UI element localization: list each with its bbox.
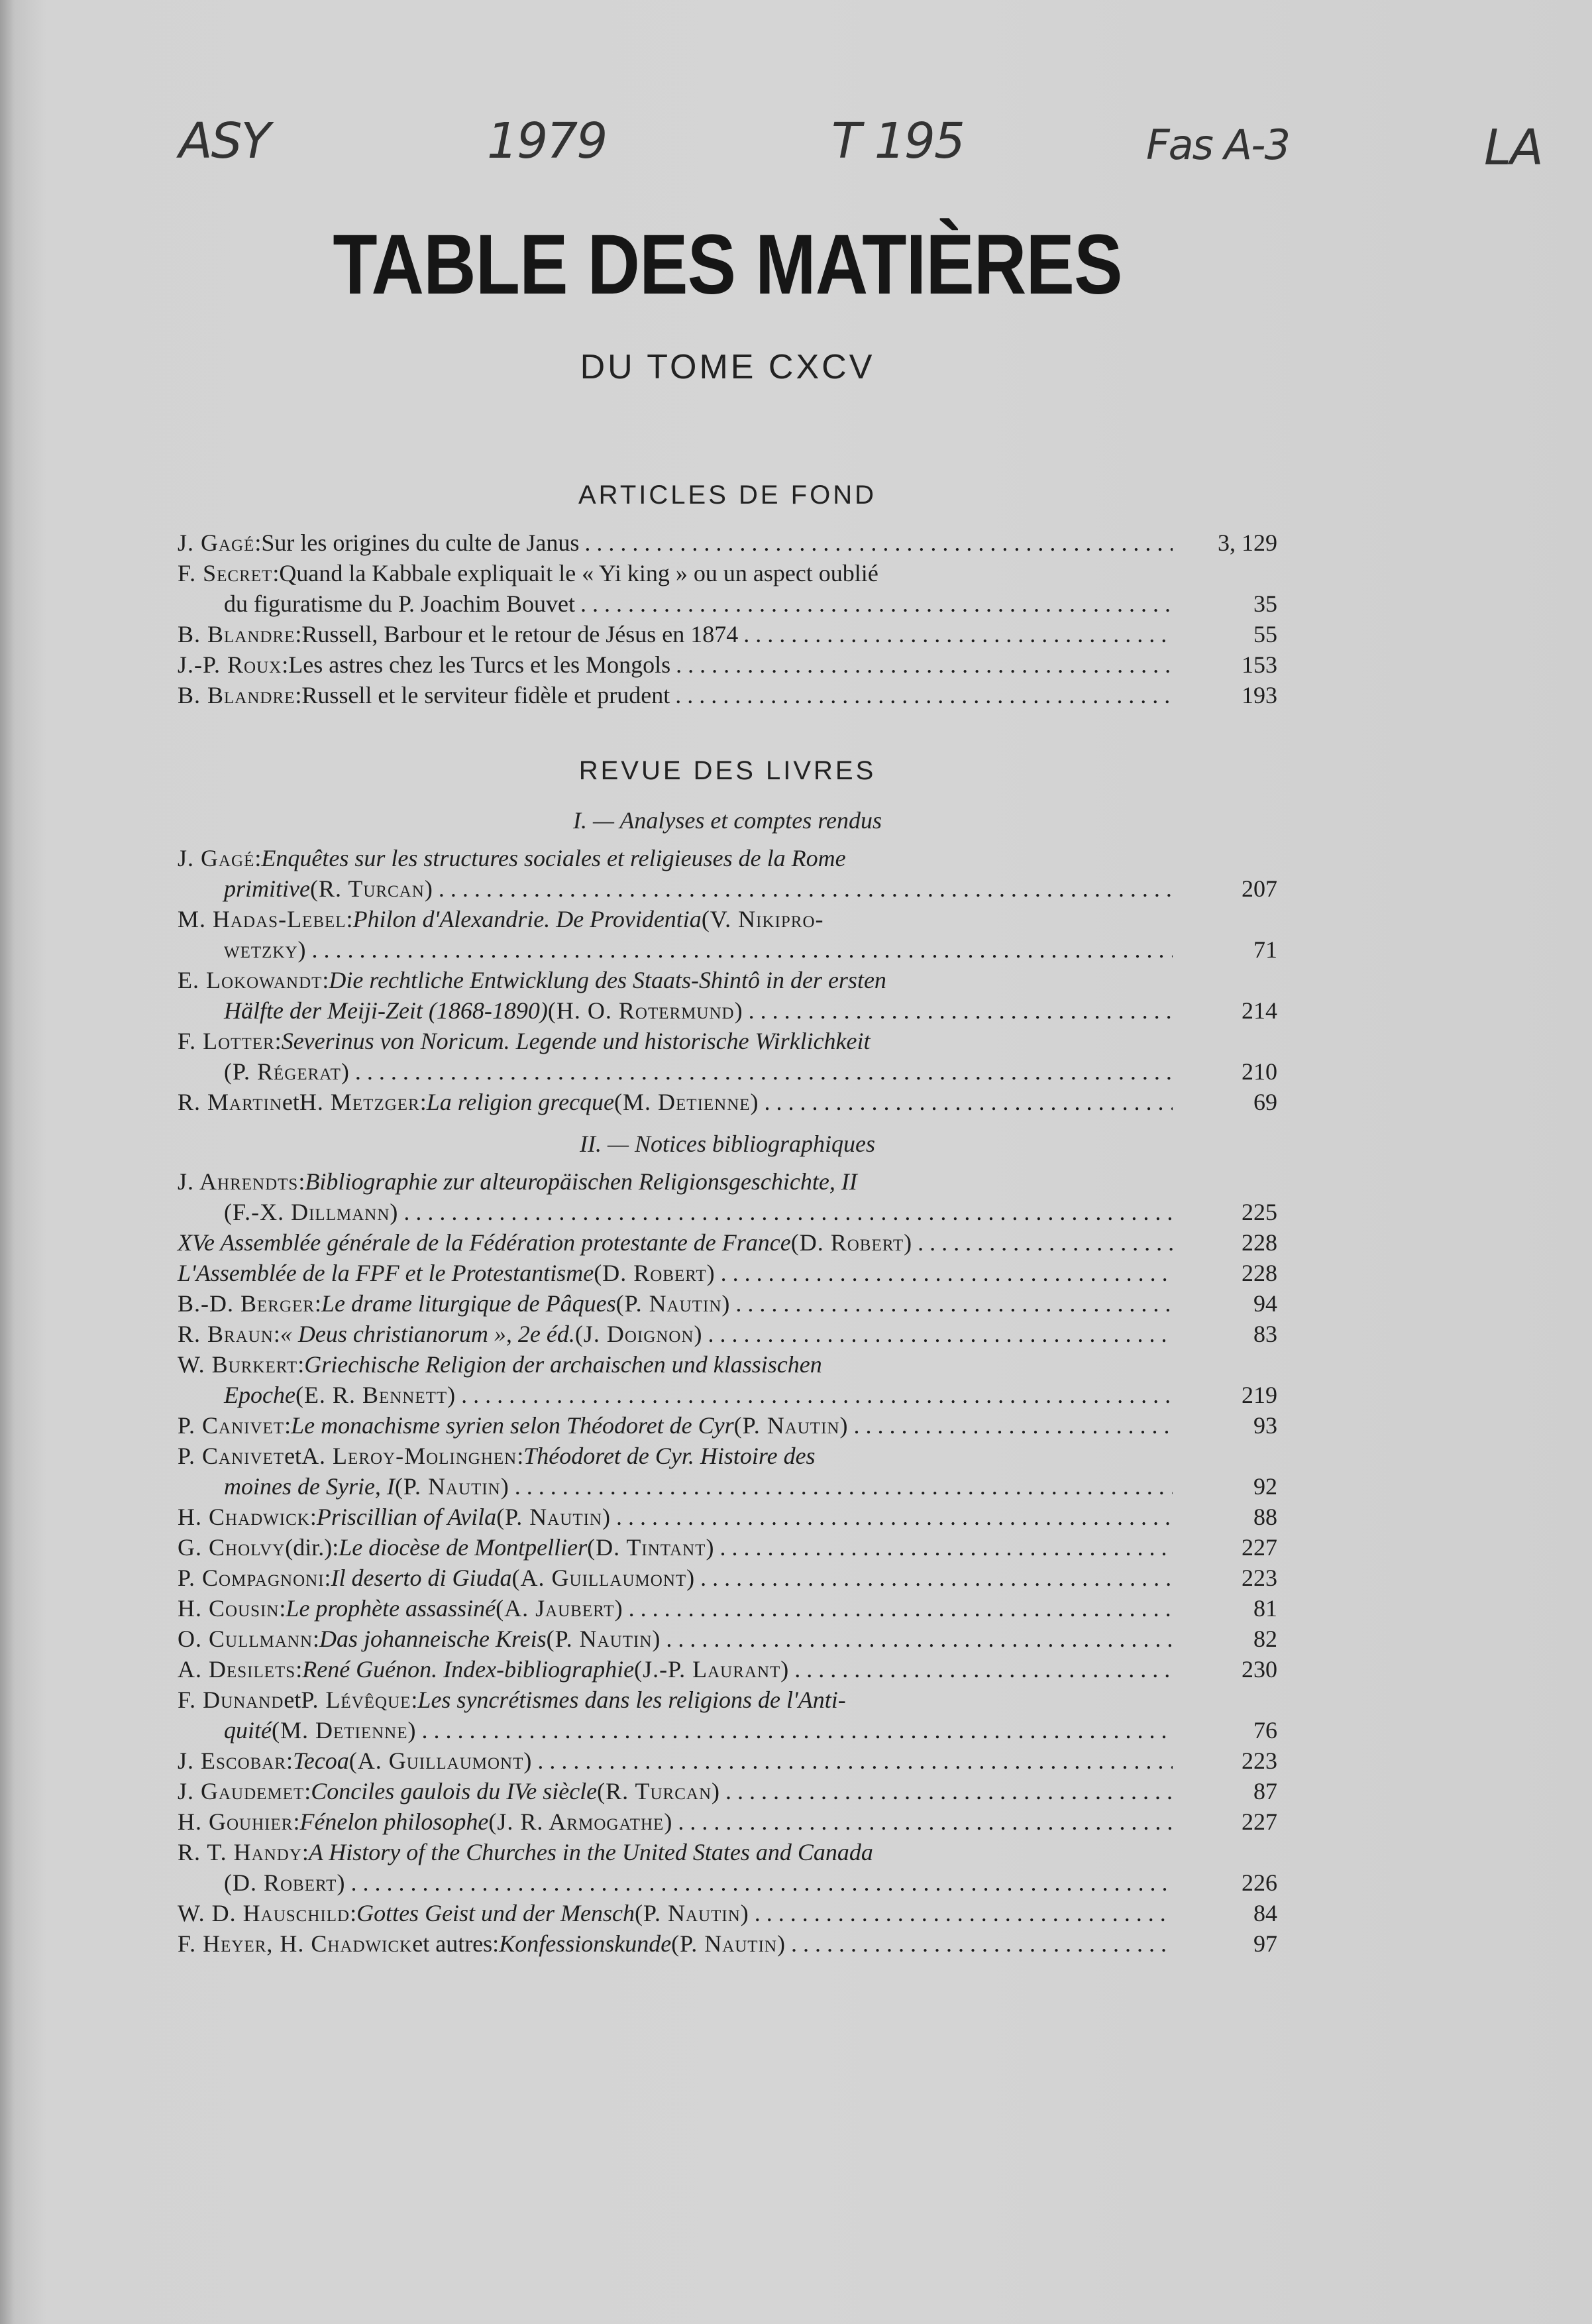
toc-entry <box>178 1593 1277 1624</box>
entry-reviewer: (J. R. Armogathe) <box>488 1808 673 1835</box>
entry-separator: : <box>309 1504 317 1530</box>
entry-author: E. Lokowandt <box>178 967 323 993</box>
entry-author: P. Compagnoni <box>178 1565 325 1591</box>
leader-dots <box>580 588 1173 619</box>
toc-entry <box>178 1837 1277 1898</box>
toc-entry <box>178 527 1277 558</box>
entry-page-number: 88 <box>1253 1504 1277 1530</box>
entry-title: Il deserto di Giuda <box>331 1565 512 1591</box>
toc-entry <box>178 1349 1277 1410</box>
handwritten-note-5: LA <box>1484 119 1542 176</box>
toc-entry <box>178 1410 1277 1441</box>
entry-reviewer: (F.-X. Dillmann) <box>224 1199 399 1225</box>
entry-title: Théodoret de Cyr. Histoire des <box>523 1443 816 1469</box>
leader-dots <box>675 680 1173 710</box>
entry-author: F. Heyer, H. Chadwick <box>178 1930 413 1957</box>
leader-dots <box>461 1380 1173 1410</box>
entry-page-number: 81 <box>1253 1595 1277 1622</box>
toc-entry <box>178 1685 1277 1745</box>
entry-author: B. Blandre <box>178 682 295 708</box>
entry-page-number: 94 <box>1253 1290 1277 1317</box>
toc-entry <box>178 1502 1277 1532</box>
entry-separator: : <box>411 1687 418 1713</box>
entry-page-number: 3, 129 <box>1218 529 1277 556</box>
entry-reviewer: (R. Turcan) <box>309 875 433 902</box>
entry-separator: : <box>419 1089 427 1115</box>
entry-title: A History of the Churches in the United States and Canada <box>308 1839 873 1865</box>
entry-title: Quand la Kabbale expliquait le « Yi king » ou un aspect oublié <box>279 560 878 586</box>
entry-reviewer: (H. O. Rotermund) <box>547 997 743 1024</box>
entry-title: Priscillian of Avila <box>316 1504 497 1530</box>
entry-page-number: 223 <box>1242 1565 1277 1591</box>
entry-title: Conciles gaulois du IVe siècle <box>311 1778 598 1804</box>
toc-entry <box>178 1928 1277 1959</box>
entry-title: Les syncrétismes dans les religions de l'Anti- <box>417 1687 846 1713</box>
entry-page-number: 226 <box>1242 1869 1277 1896</box>
entry-title: Griechische Religion der archaischen und klassischen <box>304 1351 822 1378</box>
entry-title: « Deus christianorum », 2e éd. <box>280 1321 575 1347</box>
entry-page-number: 97 <box>1253 1930 1277 1957</box>
entry-author: P. Canivet <box>178 1443 285 1469</box>
handwritten-note-3: T 195 <box>831 113 964 170</box>
entry-title: Sur les origines du culte de Janus <box>261 529 580 556</box>
entry-page-number: 228 <box>1242 1229 1277 1256</box>
entry-title: Philon d'Alexandrie. De Providentia <box>352 906 702 932</box>
entry-reviewer-cont: wetzky) <box>224 936 307 963</box>
leader-dots <box>403 1197 1173 1227</box>
entry-separator: : <box>350 1900 357 1926</box>
entry-title: Russell, Barbour et le retour de Jésus en 1874 <box>301 621 739 647</box>
leader-dots <box>791 1928 1173 1959</box>
entry-page-number: 82 <box>1253 1626 1277 1652</box>
handwritten-notes <box>0 99 1592 205</box>
entry-separator: : <box>254 529 262 556</box>
entry-page-number: 228 <box>1242 1260 1277 1286</box>
entry-title-cont: quité <box>224 1717 272 1743</box>
leader-dots <box>666 1624 1173 1654</box>
entry-page-number: 225 <box>1242 1199 1277 1225</box>
toc-entry <box>178 558 1277 619</box>
toc-entry <box>178 1532 1277 1563</box>
entry-reviewer: (M. Detienne) <box>271 1717 417 1743</box>
leader-dots <box>439 873 1173 904</box>
entry-page-number: 92 <box>1253 1473 1277 1500</box>
entry-connector: et <box>284 1443 302 1469</box>
entry-reviewer: (P. Nautin) <box>546 1626 661 1652</box>
entry-reviewer: (J.-P. Laurant) <box>634 1656 790 1683</box>
entry-reviewer: (P. Nautin) <box>496 1504 611 1530</box>
leader-dots <box>918 1227 1173 1258</box>
toc-entry <box>178 843 1277 904</box>
entry-separator: : <box>322 967 329 993</box>
entry-page-number: 153 <box>1242 651 1277 678</box>
entry-author: R. T. Handy <box>178 1839 302 1865</box>
entry-author: J.-P. Roux <box>178 651 282 678</box>
entry-title: Le prophète assassiné <box>286 1595 496 1622</box>
entry-author: H. Chadwick <box>178 1504 310 1530</box>
entry-reviewer: (D. Tintant) <box>587 1534 715 1561</box>
entry-separator: : <box>298 1168 305 1195</box>
entry-separator: : <box>314 1290 321 1317</box>
entry-separator: : <box>293 1808 300 1835</box>
entry-title-cont: Epoche <box>224 1382 295 1408</box>
articles-heading: ARTICLES DE FOND <box>578 480 876 510</box>
entry-separator: : <box>279 1595 286 1622</box>
toc-entry <box>178 1288 1277 1319</box>
entry-title: La religion grecque <box>426 1089 615 1115</box>
leader-dots <box>355 1056 1173 1087</box>
entry-separator: : <box>324 1565 331 1591</box>
toc-entry <box>178 965 1277 1026</box>
entry-title: René Guénon. Index-bibliographie <box>302 1656 635 1683</box>
analyses-heading: I. — Analyses et comptes rendus <box>573 807 882 834</box>
revue-heading: REVUE DES LIVRES <box>578 756 876 785</box>
entry-separator: : <box>274 1028 282 1054</box>
leader-dots <box>719 1532 1173 1563</box>
entry-separator: : <box>272 560 280 586</box>
entry-title-cont: Hälfte der Meiji-Zeit (1868-1890) <box>224 997 548 1024</box>
leader-dots <box>312 934 1173 965</box>
entry-title: Le drame liturgique de Pâques <box>321 1290 616 1317</box>
entry-author: P. Canivet <box>178 1412 285 1439</box>
analyses-list <box>178 843 1277 1117</box>
entry-connector: et autres <box>412 1930 493 1957</box>
handwritten-note-1: ASY <box>179 113 270 170</box>
entry-reviewer: (D. Robert) <box>790 1229 913 1256</box>
leader-dots <box>616 1502 1173 1532</box>
entry-page-number: 87 <box>1253 1778 1277 1804</box>
entry-author: F. Dunand <box>178 1687 284 1713</box>
leader-dots <box>678 1806 1173 1837</box>
leader-dots <box>725 1776 1173 1806</box>
entry-separator: : <box>295 621 302 647</box>
entry-separator: : <box>286 1747 293 1774</box>
leader-dots <box>537 1745 1173 1776</box>
entry-page-number: 219 <box>1242 1382 1277 1408</box>
entry-title-cont: primitive <box>224 875 310 902</box>
entry-coauthor: A. Leroy-Molinghen <box>301 1443 517 1469</box>
entry-author: W. D. Hauschild <box>178 1900 350 1926</box>
toc-entry <box>178 1624 1277 1654</box>
entry-separator: : <box>346 906 353 932</box>
entry-page-number: 227 <box>1242 1808 1277 1835</box>
entry-author: R. Martin <box>178 1089 282 1115</box>
entry-separator: : <box>313 1626 320 1652</box>
entry-title: Bibliographie zur alteuropäischen Religionsgeschichte, II <box>305 1168 857 1195</box>
entry-author: H. Gouhier <box>178 1808 293 1835</box>
toc-entry <box>178 1654 1277 1685</box>
notices-list <box>178 1166 1277 1959</box>
entry-reviewer: (A. Guillaumont) <box>511 1565 696 1591</box>
leader-dots <box>743 619 1173 649</box>
toc-entry <box>178 1258 1277 1288</box>
entry-reviewer: (R. Turcan) <box>597 1778 720 1804</box>
entry-reviewer: (E. R. Bennett) <box>295 1382 456 1408</box>
toc-entry <box>178 1441 1277 1502</box>
entry-author: B.-D. Berger <box>178 1290 315 1317</box>
entry-title: Les astres chez les Turcs et les Mongols <box>288 651 671 678</box>
entry-page-number: 35 <box>1253 590 1277 617</box>
entry-page-number: 93 <box>1253 1412 1277 1439</box>
entry-separator: : <box>517 1443 524 1469</box>
entry-title: Das johanneische Kreis <box>319 1626 547 1652</box>
toc-entry <box>178 1563 1277 1593</box>
entry-reviewer: (P. Nautin) <box>671 1930 786 1957</box>
entry-author: G. Cholvy <box>178 1534 286 1561</box>
leader-dots <box>721 1258 1173 1288</box>
leader-dots <box>765 1087 1173 1117</box>
leader-dots <box>708 1319 1173 1349</box>
entry-separator: : <box>282 651 289 678</box>
toc-entry <box>178 1026 1277 1087</box>
entry-page-number: 210 <box>1242 1058 1277 1085</box>
entry-title: Le diocèse de Montpellier <box>339 1534 588 1561</box>
toc-entry <box>178 1319 1277 1349</box>
entry-title: XVe Assemblée générale de la Fédération protestante de France <box>178 1229 791 1256</box>
entry-page-number: 71 <box>1253 936 1277 963</box>
leader-dots <box>700 1563 1173 1593</box>
entry-reviewer: (P. Nautin) <box>733 1412 849 1439</box>
toc-entry <box>178 1745 1277 1776</box>
leader-dots <box>515 1471 1173 1502</box>
entry-reviewer: (D. Robert) <box>594 1260 716 1286</box>
entry-author: J. Gagé <box>178 845 255 871</box>
entry-page-number: 227 <box>1242 1534 1277 1561</box>
entry-author: J. Gaudemet <box>178 1778 305 1804</box>
leader-dots <box>422 1715 1173 1745</box>
leader-dots <box>755 1898 1173 1928</box>
entry-page-number: 55 <box>1253 621 1277 647</box>
entry-page-number: 69 <box>1253 1089 1277 1115</box>
entry-author: J. Escobar <box>178 1747 287 1774</box>
entry-page-number: 83 <box>1253 1321 1277 1347</box>
entry-title: Gottes Geist und der Mensch <box>356 1900 635 1926</box>
entry-title: Die rechtliche Entwicklung des Staats-Shintô in der ersten <box>329 967 886 993</box>
toc-entry <box>178 649 1277 680</box>
entry-reviewer: (M. Detienne) <box>614 1089 759 1115</box>
handwritten-note-4: Fas A-3 <box>1146 121 1289 169</box>
handwritten-note-2: 1979 <box>487 113 607 170</box>
entry-reviewer: (P. Nautin) <box>615 1290 731 1317</box>
entry-title-cont: moines de Syrie, I <box>224 1473 395 1500</box>
entry-title: Fénelon philosophe <box>299 1808 489 1835</box>
entry-separator: : <box>332 1534 339 1561</box>
entry-author: H. Cousin <box>178 1595 280 1622</box>
volume-subtitle: DU TOME CXCV <box>580 348 875 386</box>
entry-page-number: 84 <box>1253 1900 1277 1926</box>
leader-dots <box>584 527 1173 558</box>
leader-dots <box>735 1288 1173 1319</box>
entry-separator: : <box>273 1321 280 1347</box>
entry-separator: : <box>304 1778 311 1804</box>
entry-separator: : <box>295 1656 303 1683</box>
entry-reviewer: (A. Jaubert) <box>496 1595 623 1622</box>
toc-entry <box>178 1087 1277 1117</box>
entry-author: F. Lotter <box>178 1028 275 1054</box>
entry-reviewer: (P. Régerat) <box>224 1058 350 1085</box>
entry-reviewer: (J. Doignon) <box>574 1321 703 1347</box>
entry-page-number: 193 <box>1242 682 1277 708</box>
leader-dots <box>629 1593 1173 1624</box>
leader-dots <box>794 1654 1173 1685</box>
entry-reviewer: (D. Robert) <box>224 1869 346 1896</box>
entry-author: J. Gagé <box>178 529 255 556</box>
entry-reviewer: (P. Nautin) <box>635 1900 749 1926</box>
toc-entry <box>178 904 1277 965</box>
entry-author: R. Braun <box>178 1321 274 1347</box>
entry-separator: : <box>297 1351 305 1378</box>
leader-dots <box>350 1867 1173 1898</box>
entry-author: B. Blandre <box>178 621 295 647</box>
articles-list <box>178 527 1277 710</box>
entry-title: Enquêtes sur les structures sociales et religieuses de la Rome <box>261 845 846 871</box>
entry-page-number: 76 <box>1253 1717 1277 1743</box>
entry-title: Konfessionskunde <box>499 1930 672 1957</box>
notices-heading: II. — Notices bibliographiques <box>580 1131 875 1157</box>
leader-dots <box>749 995 1173 1026</box>
entry-author: J. Ahrendts <box>178 1168 299 1195</box>
entry-separator: : <box>284 1412 292 1439</box>
toc-entry <box>178 1227 1277 1258</box>
entry-separator: : <box>301 1839 309 1865</box>
leader-dots <box>853 1410 1173 1441</box>
toc-entry <box>178 1166 1277 1227</box>
entry-reviewer: (P. Nautin) <box>394 1473 509 1500</box>
entry-separator: : <box>492 1930 500 1957</box>
entry-reviewer: (A. Guillaumont) <box>348 1747 533 1774</box>
entry-author: W. Burkert <box>178 1351 298 1378</box>
entry-coauthor: P. Lévêque <box>301 1687 411 1713</box>
entry-title: L'Assemblée de la FPF et le Protestantisme <box>178 1260 594 1286</box>
entry-author: M. Hadas-Lebel <box>178 906 346 932</box>
entry-title: Tecoa <box>293 1747 349 1774</box>
entry-page-number: 214 <box>1242 997 1277 1024</box>
entry-connector: et <box>282 1089 299 1115</box>
page-title: TABLE DES MATIÈRES <box>333 217 1122 312</box>
toc-entry <box>178 1806 1277 1837</box>
entry-connector: et <box>284 1687 301 1713</box>
entry-page-number: 230 <box>1242 1656 1277 1683</box>
entry-author-note: (dir.) <box>285 1534 333 1561</box>
entry-reviewer: (V. Nikipro- <box>701 906 824 932</box>
entry-page-number: 207 <box>1242 875 1277 902</box>
toc-entry <box>178 619 1277 649</box>
entry-title: Severinus von Noricum. Legende und historische Wirklichkeit <box>281 1028 871 1054</box>
toc-content <box>178 219 1277 1959</box>
entry-author: O. Cullmann <box>178 1626 313 1652</box>
entry-title: Russell et le serviteur fidèle et prudent <box>301 682 670 708</box>
entry-title-cont: du figuratisme du P. Joachim Bouvet <box>224 590 575 617</box>
entry-author: F. Secret <box>178 560 273 586</box>
entry-separator: : <box>254 845 262 871</box>
entry-coauthor: H. Metzger <box>299 1089 420 1115</box>
toc-entry <box>178 680 1277 710</box>
leader-dots <box>676 649 1173 680</box>
toc-entry <box>178 1898 1277 1928</box>
entry-title: Le monachisme syrien selon Théodoret de Cyr <box>291 1412 734 1439</box>
entry-separator: : <box>295 682 302 708</box>
toc-entry <box>178 1776 1277 1806</box>
entry-page-number: 223 <box>1242 1747 1277 1774</box>
entry-author: A. Desilets <box>178 1656 296 1683</box>
